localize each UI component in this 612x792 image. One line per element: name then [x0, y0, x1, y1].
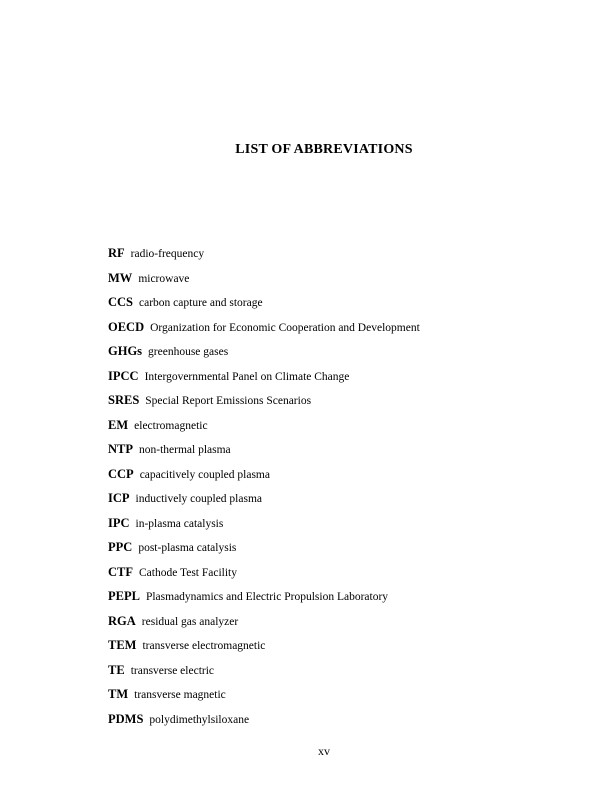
abbreviation-term: TE	[108, 662, 125, 677]
abbreviation-entry	[108, 489, 420, 514]
abbreviation-entry	[108, 538, 420, 563]
abbreviation-definition: Cathode Test Facility	[139, 566, 237, 579]
abbreviation-definition: Plasmadynamics and Electric Propulsion Laboratory	[145, 591, 389, 603]
abbreviation-term: GHGs	[108, 344, 143, 358]
abbreviation-entry	[108, 342, 420, 367]
abbreviation-definition: carbon capture and storage	[139, 297, 263, 309]
abbreviation-term: ICP	[108, 491, 130, 505]
abbreviation-term: CCS	[108, 295, 134, 309]
abbreviation-entry	[108, 563, 420, 588]
abbreviation-term: IPCC	[108, 368, 139, 383]
page-number: xv	[318, 744, 330, 758]
abbreviation-term: TEM	[108, 638, 137, 652]
abbreviation-term: PPC	[108, 540, 133, 554]
page-title: LIST OF ABBREVIATIONS	[235, 142, 413, 157]
abbreviation-term: PDMS	[108, 711, 144, 726]
abbreviation-definition: electromagnetic	[134, 419, 208, 432]
abbreviation-definition: transverse electric	[130, 664, 215, 677]
abbreviation-definition: residual gas analyzer	[141, 615, 239, 628]
abbreviation-term: IPC	[108, 515, 130, 530]
abbreviation-definition: Special Report Emissions Scenarios	[145, 395, 312, 407]
abbreviation-definition: microwave	[138, 272, 190, 285]
abbreviation-definition: non-thermal plasma	[139, 444, 231, 456]
abbreviation-entry	[108, 661, 420, 686]
abbreviation-entry	[108, 685, 420, 710]
abbreviation-entry	[108, 514, 420, 539]
abbreviation-term: OECD	[108, 319, 145, 334]
abbreviation-definition: polydimethylsiloxane	[149, 713, 250, 726]
abbreviation-entry	[108, 465, 420, 490]
abbreviation-entry	[108, 612, 420, 637]
abbreviation-definition: transverse magnetic	[134, 689, 226, 701]
abbreviation-term: TM	[108, 687, 129, 701]
abbreviation-entry	[108, 367, 420, 392]
abbreviation-definition: capacitively coupled plasma	[139, 468, 270, 481]
abbreviation-definition: in-plasma catalysis	[135, 517, 224, 530]
abbreviation-entry	[108, 293, 420, 318]
abbreviation-entry	[108, 710, 420, 735]
abbreviation-entry	[108, 391, 420, 416]
abbreviation-definition: post-plasma catalysis	[138, 542, 237, 554]
abbreviation-entry	[108, 269, 420, 294]
abbreviation-term: PEPL	[108, 589, 140, 603]
abbreviation-term: CCP	[108, 466, 134, 481]
abbreviation-term: RGA	[108, 613, 136, 628]
abbreviation-list	[108, 244, 420, 734]
abbreviation-definition: transverse electromagnetic	[142, 640, 266, 652]
abbreviation-definition: radio-frequency	[130, 248, 205, 260]
abbreviation-entry	[108, 636, 420, 661]
abbreviation-definition: inductively coupled plasma	[135, 493, 262, 505]
abbreviation-definition: Organization for Economic Cooperation and Development	[150, 321, 420, 334]
abbreviation-term: CTF	[108, 564, 133, 579]
abbreviation-entry	[108, 440, 420, 465]
abbreviation-term: RF	[108, 246, 125, 260]
abbreviation-definition: greenhouse gases	[148, 346, 229, 358]
abbreviation-term: SRES	[108, 393, 140, 407]
abbreviation-entry	[108, 244, 420, 269]
abbreviation-term: EM	[108, 417, 129, 432]
abbreviation-term: NTP	[108, 442, 133, 456]
abbreviation-entry	[108, 587, 420, 612]
abbreviation-entry	[108, 318, 420, 343]
abbreviation-definition: Intergovernmental Panel on Climate Change	[144, 370, 350, 383]
abbreviation-entry	[108, 416, 420, 441]
abbreviation-term: MW	[108, 270, 133, 285]
